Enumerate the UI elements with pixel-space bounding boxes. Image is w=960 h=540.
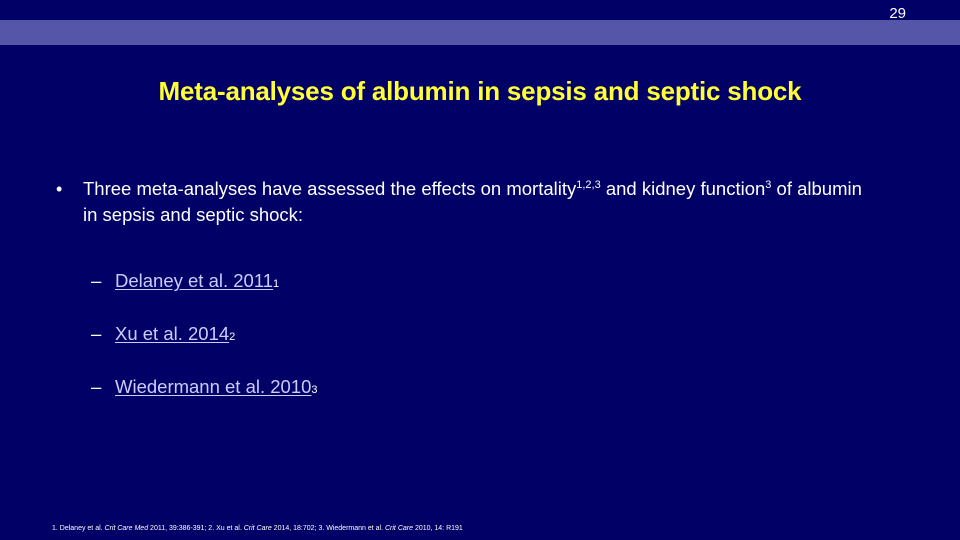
footnote-text: 2010, 14: R191 <box>413 525 463 532</box>
link-delaney-2011[interactable]: Delaney et al. 2011 <box>115 270 274 291</box>
footnote <box>52 525 463 532</box>
dash-icon: – <box>91 270 102 291</box>
mortality-citation: 1,2,3 <box>576 178 601 191</box>
journal-name: Crit Care <box>384 525 413 532</box>
bullet-dot-icon: • <box>56 179 63 199</box>
top-strip <box>0 0 960 20</box>
journal-name: Crit Care Med <box>104 525 149 532</box>
bullet-text-part-1: Three meta-analyses have assessed the effects on mortality <box>83 178 577 199</box>
bullet-text-part-2: and kidney function <box>600 178 766 199</box>
footnote-text: 1. Delaney et al. <box>52 525 105 532</box>
slide-number: 29 <box>889 5 906 22</box>
reference-item-xu: – Xu et al. 2014 2 <box>91 323 236 344</box>
slide-title: Meta-analyses of albumin in sepsis and septic shock <box>158 76 802 106</box>
bullet-text <box>83 176 876 228</box>
dash-icon: – <box>91 376 102 397</box>
main-bullet <box>56 176 876 228</box>
header-band <box>0 20 960 45</box>
footnote-text: 2014, 18:702; 3. Wiedermann et al. <box>271 525 385 532</box>
reference-item-delaney: – Delaney et al. 2011 1 <box>91 270 280 291</box>
reference-list <box>91 270 318 429</box>
link-wiedermann-2010[interactable]: Wiedermann et al. 2010 <box>115 376 312 397</box>
reference-item-wiedermann: – Wiedermann et al. 2010 3 <box>91 376 318 397</box>
dash-icon: – <box>91 323 102 344</box>
link-xu-2014[interactable]: Xu et al. 2014 <box>115 323 230 344</box>
bullet-text-part-3: of albumin in sepsis and septic shock: <box>83 178 862 225</box>
journal-name: Crit Care <box>243 525 272 532</box>
kidney-citation: 3 <box>765 178 772 191</box>
footnote-text: 2011, 39:386-391; 2. Xu et al. <box>148 525 244 532</box>
